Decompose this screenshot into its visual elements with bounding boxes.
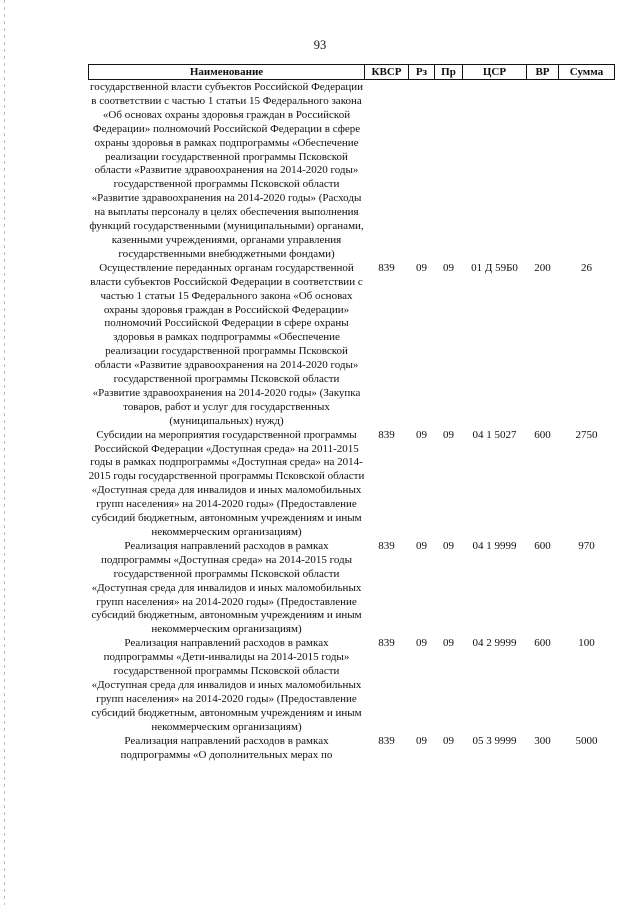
row-vr: 600: [534, 539, 551, 552]
row-name: Реализация направлений расходов в рамках подпрограммы «О дополнительных мерах по: [120, 734, 333, 761]
row-name: Реализация направлений расходов в рамках подпрограммы «Дети-инвалиды на 2014-2015 годы» государственной программы Псковской области «Доступная среда для инвалидов и иных маломобильных групп населения» на 2014-2020 годы» (Предоставление субсидий бюджетным, автономным учреждениям и иным некоммерческим организациям): [91, 637, 362, 733]
row-pr: [435, 80, 463, 262]
row-vr: [527, 80, 559, 262]
header-name: Наименование: [89, 65, 365, 80]
budget-table: [88, 64, 615, 762]
table-header-row: [89, 65, 615, 80]
row-csr: 04 1 9999: [472, 539, 517, 552]
header-kvsr: КВСР: [365, 65, 409, 80]
row-kvsr: 839: [378, 734, 395, 747]
scan-edge: [4, 0, 5, 905]
row-rz: 09: [416, 428, 427, 441]
table-row: [89, 262, 615, 429]
row-rz: 09: [416, 734, 427, 747]
row-kvsr: 839: [378, 428, 395, 441]
table-row: [89, 80, 615, 262]
row-pr: 09: [443, 637, 454, 650]
row-sum: 5000: [575, 734, 598, 747]
row-csr: 04 2 9999: [472, 637, 517, 650]
row-vr: 600: [534, 637, 551, 650]
row-sum: 26: [581, 261, 592, 274]
table-row: [89, 540, 615, 637]
row-name: государственной власти субъектов Российской Федерации в соответствии с частью 1 статьи 15 Федерального закона «Об основах охраны здоровья граждан в Российской Федерации» полномочий Российской Федерации в сфере охраны здоровья в рамках подпрограммы «Обеспечение реализации государственной программы Псковской области «Развитие здравоохранения на 2014-2020 годы» государственной программы Псковской области «Развитие здравоохранения на 2014-2020 годы» (Расходы на выплаты персоналу в целях обеспечения выполнения функций государственными (муниципальными) органами, казенными учреждениями, органами управления государственными внебюджетными фондами): [89, 81, 364, 260]
table-row: [89, 429, 615, 540]
row-name: Осуществление переданных органам государственной власти субъектов Российской Федерации в соответствии с частью 1 статьи 15 Федерального закона «Об основах охраны здоровья граждан в Российской Федерации» полномочий Российской Федерации в сфере охраны здоровья в рамках подпрограммы «Обеспечение реализации государственной программы Псковской области «Развитие здравоохранения на 2014-2020 годы» государственной программы Псковской области «Развитие здравоохранения на 2014-2020 годы» (Закупка товаров, работ и услуг для государственных (муниципальных) нужд): [90, 261, 363, 427]
row-pr: 09: [443, 261, 454, 274]
row-rz: 09: [416, 261, 427, 274]
table-row: [89, 735, 615, 763]
row-vr: 300: [534, 734, 551, 747]
header-vr: ВР: [527, 65, 559, 80]
row-pr: 09: [443, 734, 454, 747]
row-pr: 09: [443, 539, 454, 552]
row-csr: 04 1 5027: [472, 428, 517, 441]
row-name: Субсидии на мероприятия государственной программы Российской Федерации «Доступная среда» на 2011-2015 годы в рамках подпрограммы «Доступная среда» на 2014-2015 годы государственной программы Псковской области «Доступная среда для инвалидов и иных маломобильных групп населения» на 2014-2020 годы» (Предоставление субсидий бюджетным, автономным учреждениям и иным некоммерческим организациям): [88, 428, 365, 538]
row-sum: 100: [578, 637, 595, 650]
row-pr: 09: [443, 428, 454, 441]
row-kvsr: 839: [378, 539, 395, 552]
row-sum: 970: [578, 539, 595, 552]
row-vr: 200: [534, 261, 551, 274]
row-kvsr: [365, 80, 409, 262]
row-sum: 2750: [575, 428, 598, 441]
page-number: 93: [313, 38, 327, 52]
row-csr: 01 Д 59Б0: [471, 261, 518, 274]
header-pr: Пр: [435, 65, 463, 80]
row-vr: 600: [534, 428, 551, 441]
row-rz: 09: [416, 539, 427, 552]
row-name: Реализация направлений расходов в рамках подпрограммы «Доступная среда» на 2014-2015 годы государственной программы Псковской области «Доступная среда для инвалидов и иных маломобильных групп населения» на 2014-2020 годы» (Предоставление субсидий бюджетным, автономным учреждениям и иным некоммерческим организациям): [91, 539, 362, 636]
header-csr: ЦСР: [463, 65, 527, 80]
header-rz: Рз: [409, 65, 435, 80]
row-rz: [409, 80, 435, 262]
header-sum: Сумма: [559, 65, 615, 80]
row-csr: 05 3 9999: [472, 734, 517, 747]
row-rz: 09: [416, 637, 427, 650]
table-row: [89, 637, 615, 734]
row-kvsr: 839: [378, 637, 395, 650]
row-csr: [463, 80, 527, 262]
row-kvsr: 839: [378, 261, 395, 274]
row-sum: [559, 80, 615, 262]
